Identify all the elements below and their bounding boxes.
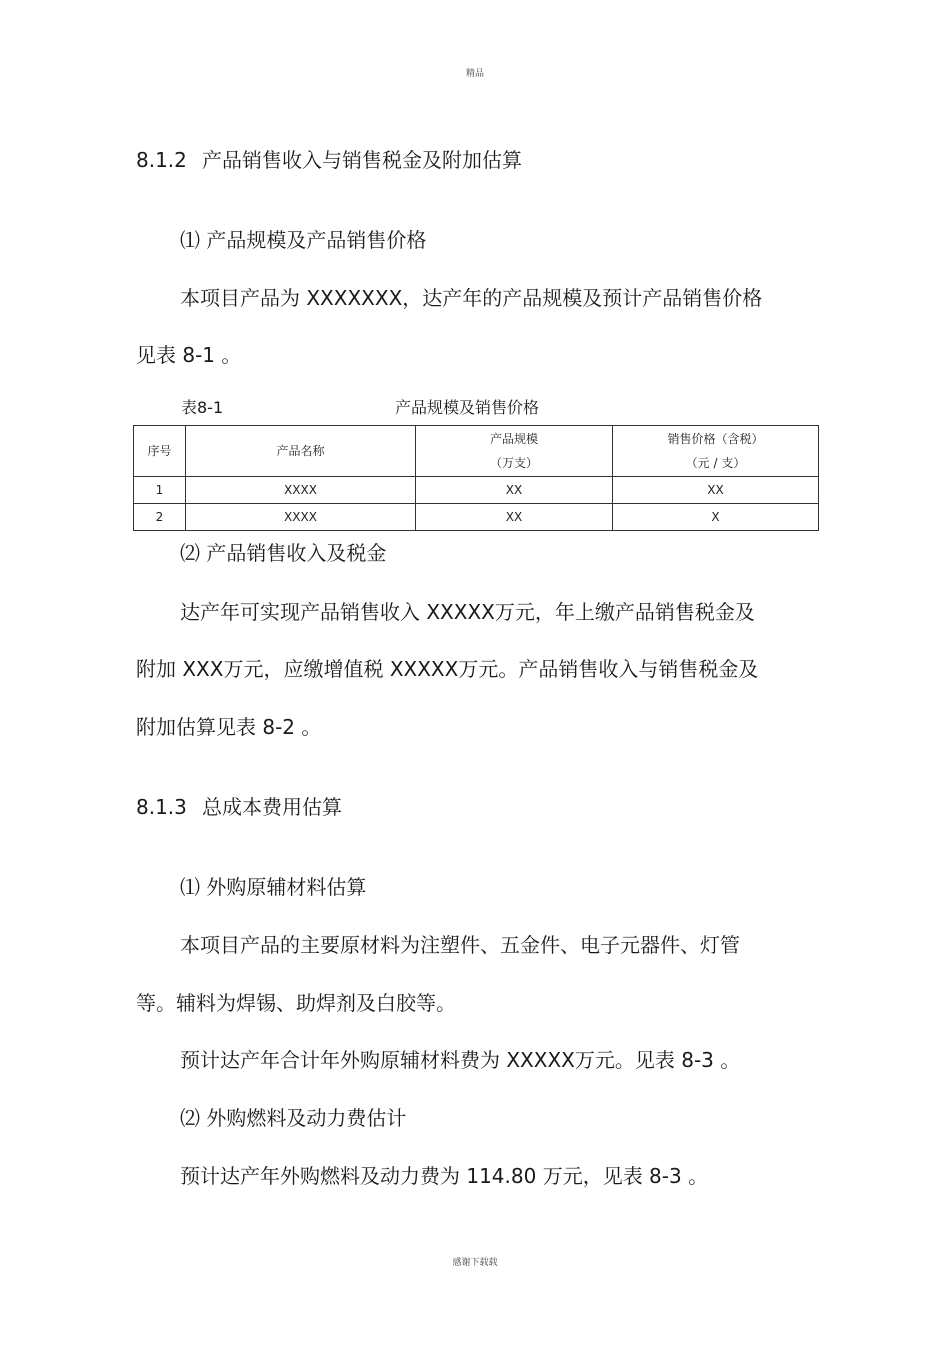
cell-index: 2 bbox=[134, 504, 186, 531]
cell-sale-price: X bbox=[613, 504, 819, 531]
table-title: 产品规模及销售价格 bbox=[395, 398, 540, 417]
cell-sale-price: XX bbox=[613, 477, 819, 504]
page-header: 精品 bbox=[465, 69, 484, 79]
col-header-product-name: 产品名称 bbox=[186, 426, 416, 477]
cell-product-scale: XX bbox=[416, 477, 613, 504]
paragraph-line: 等。辅料为焊锡、助焊剂及白胶等。 bbox=[136, 991, 456, 1015]
paragraph-line: 附加 XXX万元，应缴增值税 XXXXX万元。产品销售收入与销售税金及 bbox=[136, 657, 759, 681]
paragraph-line: 预计达产年合计年外购原辅材料费为 XXXXX万元。见表 8-3 。 bbox=[180, 1048, 741, 1072]
section-8-1-3-title: 总成本费用估算 bbox=[202, 795, 342, 819]
cell-product-name: XXXX bbox=[186, 504, 416, 531]
paragraph-line: 预计达产年外购燃料及动力费为 114.80 万元，见表 8-3 。 bbox=[180, 1164, 709, 1188]
paragraph-line: 附加估算见表 8-2 。 bbox=[136, 715, 322, 739]
col-header-sale-price: 销售价格（含税） （元 / 支） bbox=[613, 426, 819, 477]
paragraph-line: 达产年可实现产品销售收入 XXXXX万元，年上缴产品销售税金及 bbox=[180, 600, 755, 624]
subsection-heading-4: ⑵ 外购燃料及动力费估计 bbox=[180, 1106, 407, 1130]
paragraph-line: 本项目产品为 XXXXXXX，达产年的产品规模及预计产品销售价格 bbox=[180, 286, 763, 310]
product-scale-price-table bbox=[133, 425, 819, 531]
paragraph-line: 见表 8-1 。 bbox=[136, 343, 242, 367]
table-row bbox=[134, 504, 819, 531]
section-8-1-2-number: 8.1.2 bbox=[136, 148, 187, 172]
paragraph-line: 本项目产品的主要原材料为注塑件、五金件、电子元器件、灯管 bbox=[180, 933, 740, 957]
cell-product-scale: XX bbox=[416, 504, 613, 531]
cell-index: 1 bbox=[134, 477, 186, 504]
section-8-1-2-title: 产品销售收入与销售税金及附加估算 bbox=[202, 148, 522, 172]
table-label: 表8-1 bbox=[181, 398, 224, 417]
col-header-index: 序号 bbox=[134, 426, 186, 477]
col-header-product-scale: 产品规模 （万支） bbox=[416, 426, 613, 477]
section-8-1-3-number: 8.1.3 bbox=[136, 795, 187, 819]
page-footer: 感谢下载载 bbox=[452, 1258, 498, 1268]
cell-product-name: XXXX bbox=[186, 477, 416, 504]
subsection-heading-3: ⑴ 外购原辅材料估算 bbox=[180, 875, 367, 899]
subsection-heading-1: ⑴ 产品规模及产品销售价格 bbox=[180, 228, 427, 252]
table-row bbox=[134, 477, 819, 504]
subsection-heading-2: ⑵ 产品销售收入及税金 bbox=[180, 541, 387, 565]
table-header-row bbox=[134, 426, 819, 477]
